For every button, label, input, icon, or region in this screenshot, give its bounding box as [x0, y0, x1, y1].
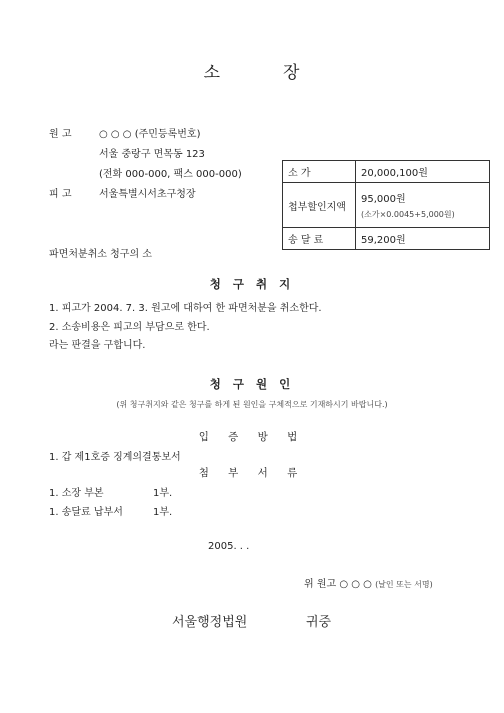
signature-line [304, 575, 433, 590]
attachments-heading: 첨 부 서 류 [198, 467, 306, 479]
fee-table [282, 160, 490, 250]
plaintiff-name: ○ ○ ○ (주민등록번호) [99, 129, 201, 140]
claim-purpose-item: 1. 피고가 2004. 7. 3. 원고에 대하여 한 파면처분을 취소한다. [49, 303, 322, 314]
fee-note: (소가×0.0045+5,000원) [361, 210, 455, 219]
plaintiff-address: 서울 중랑구 면목동 123 [99, 149, 205, 160]
defendant-name: 서울특별시서초구청장 [99, 189, 196, 200]
evidence-item: 1. 갑 제1호증 징계의결통보서 [49, 452, 181, 463]
case-name: 파면처분취소 청구의 소 [49, 249, 152, 260]
claim-purpose-heading: 청 구 취 지 [209, 277, 295, 291]
fee-label: 송 달 료 [283, 228, 356, 250]
fee-row [283, 183, 490, 228]
attachment-count: 1부. [153, 488, 173, 499]
fee-value: 95,000원 [361, 194, 406, 205]
court-name: 서울행정법원 [172, 615, 248, 630]
plaintiff-label: 원 고 [49, 129, 72, 140]
document-title [0, 58, 504, 83]
plaintiff-phone: (전화 000-000, 팩스 000-000) [99, 169, 242, 180]
attachment-name: 1. 송달료 납부서 [49, 507, 123, 518]
evidence-heading: 입 증 방 법 [198, 431, 306, 443]
court-suffix: 귀중 [306, 615, 332, 630]
title-char-1: 소 [203, 63, 221, 83]
title-char-2: 장 [283, 63, 301, 83]
fee-value: 59,200원 [356, 228, 490, 250]
attachment-name: 1. 소장 부본 [49, 488, 104, 499]
claim-cause-heading: 청 구 원 인 [209, 377, 295, 391]
claim-purpose-item: 라는 판결을 구합니다. [49, 340, 146, 351]
claim-purpose-item: 2. 소송비용은 피고의 부담으로 한다. [49, 322, 210, 333]
attachment-count: 1부. [153, 507, 173, 518]
fee-label: 첩부할인지액 [283, 183, 356, 228]
fee-row [283, 161, 490, 183]
fee-value: 20,000,100원 [356, 161, 490, 183]
fee-row [283, 228, 490, 250]
defendant-label: 피 고 [49, 189, 72, 200]
signature-label: 위 원고 ○ ○ ○ [304, 579, 372, 590]
fee-label: 소 가 [283, 161, 356, 183]
signature-note: (날인 또는 서명) [375, 580, 433, 589]
document-date: 2005. . . [208, 541, 250, 552]
claim-cause-instruction: (위 청구취지와 같은 청구를 하게 된 원인을 구체적으로 기재하시기 바랍니다.) [116, 400, 388, 409]
